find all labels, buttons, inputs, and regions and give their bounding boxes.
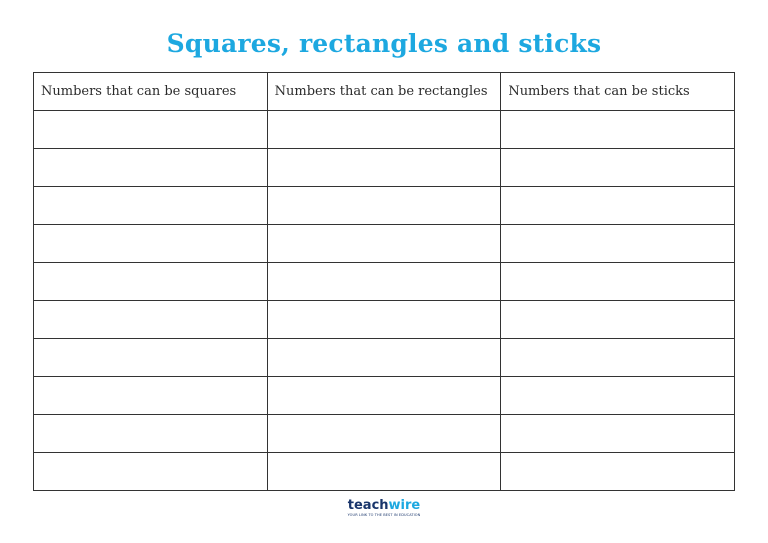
table-row: [34, 263, 735, 301]
table-row: [34, 149, 735, 187]
blank-cell-sticks: [501, 187, 735, 225]
table-row: [34, 377, 735, 415]
blank-cell-squares: [34, 301, 268, 339]
page-title: Squares, rectangles and sticks: [166, 29, 602, 58]
blank-cell-rectangles: [267, 149, 501, 187]
table-row: [34, 339, 735, 377]
blank-cell-squares: [34, 187, 268, 225]
column-header-rectangles: Numbers that can be rectangles: [267, 73, 501, 111]
worksheet-table: [33, 72, 735, 491]
table-row: [34, 111, 735, 149]
blank-cell-sticks: [501, 301, 735, 339]
blank-cell-rectangles: [267, 377, 501, 415]
blank-cell-sticks: [501, 149, 735, 187]
table-row: [34, 187, 735, 225]
logo-wrapper: [348, 499, 421, 518]
column-header-squares: Numbers that can be squares: [34, 73, 268, 111]
blank-cell-squares: [34, 263, 268, 301]
blank-cell-squares: [34, 111, 268, 149]
blank-cell-squares: [34, 415, 268, 453]
blank-cell-squares: [34, 225, 268, 263]
blank-cell-rectangles: [267, 453, 501, 491]
table-body: [34, 111, 735, 491]
table-header-row: [34, 73, 735, 111]
logo-tagline: YOUR LINK TO THE BEST IN EDUCATION: [347, 513, 421, 517]
teachwire-logo: [0, 499, 768, 520]
blank-cell-rectangles: [267, 263, 501, 301]
blank-cell-squares: [34, 149, 268, 187]
blank-cell-sticks: [501, 415, 735, 453]
logo-wordmark: [348, 499, 421, 513]
blank-cell-sticks: [501, 453, 735, 491]
blank-cell-sticks: [501, 377, 735, 415]
logo-teach-text: teach: [347, 498, 389, 513]
blank-cell-rectangles: [267, 187, 501, 225]
blank-cell-squares: [34, 453, 268, 491]
blank-cell-sticks: [501, 225, 735, 263]
blank-cell-squares: [34, 377, 268, 415]
column-header-sticks: Numbers that can be sticks: [501, 73, 735, 111]
logo-wire-text: wire: [388, 498, 421, 513]
blank-cell-sticks: [501, 111, 735, 149]
blank-cell-rectangles: [267, 339, 501, 377]
blank-cell-squares: [34, 339, 268, 377]
blank-cell-rectangles: [267, 301, 501, 339]
blank-cell-sticks: [501, 339, 735, 377]
table-row: [34, 301, 735, 339]
table-row: [34, 415, 735, 453]
table-row: [34, 225, 735, 263]
table-row: [34, 453, 735, 491]
blank-cell-rectangles: [267, 415, 501, 453]
blank-cell-rectangles: [267, 111, 501, 149]
blank-cell-rectangles: [267, 225, 501, 263]
blank-cell-sticks: [501, 263, 735, 301]
